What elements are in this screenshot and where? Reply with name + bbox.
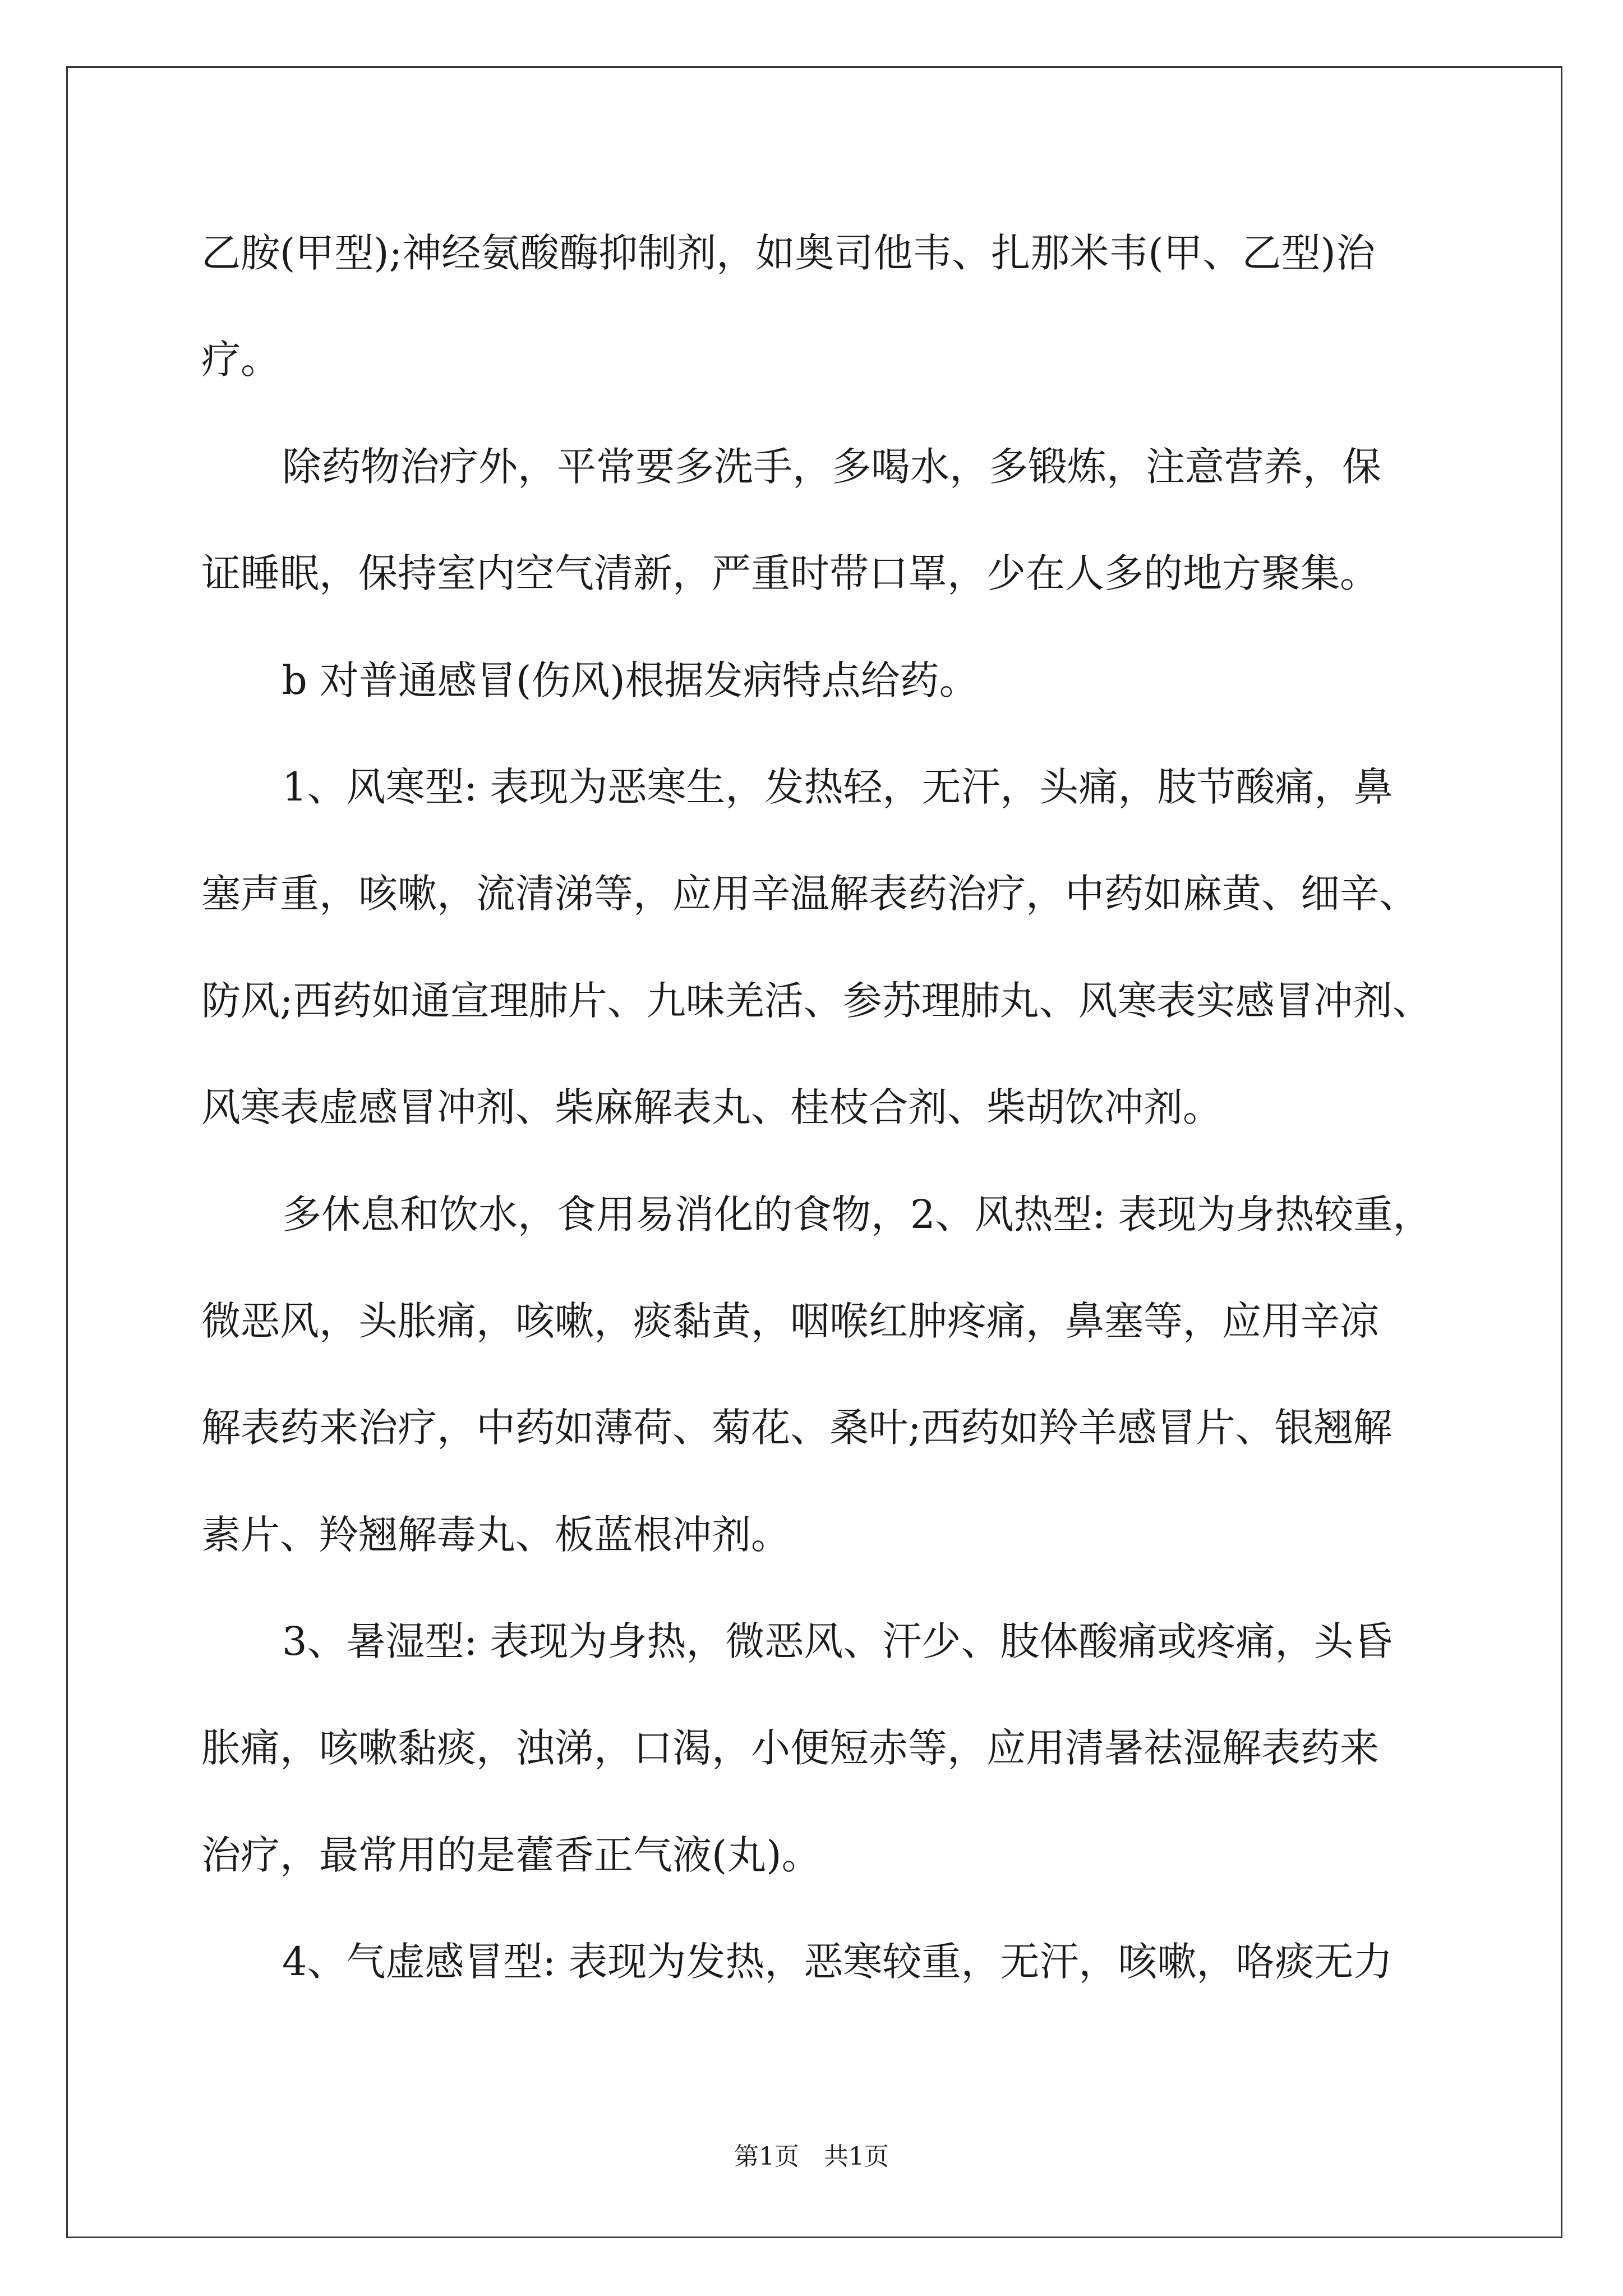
text-line: 1、风寒型: 表现为恶寒生，发热轻，无汗，头痛，肢节酸痛，鼻 — [282, 763, 1393, 810]
text-line: 解表药来治疗，中药如薄荷、菊花、桑叶;西药如羚羊感冒片、银翘解 — [201, 1405, 1393, 1451]
text-line: 除药物治疗外，平常要多洗手，多喝水，多锻炼，注意营养，保 — [282, 443, 1381, 490]
text-line: 疗。 — [201, 337, 280, 383]
text-line: b 对普通感冒(伤风)根据发病特点给药。 — [282, 657, 979, 703]
page-number-footer: 第1页 共1页 — [734, 2142, 889, 2171]
text-line: 乙胺(甲型);神经氨酸酶抑制剂，如奥司他韦、扎那米韦(甲、乙型)治 — [201, 230, 1375, 276]
text-line: 多休息和饮水，食用易消化的食物，2、风热型: 表现为身热较重， — [282, 1191, 1432, 1237]
text-line: 素片、羚翘解毒丸、板蓝根冲剂。 — [201, 1511, 790, 1558]
text-line: 微恶风，头胀痛，咳嗽，痰黏黄，咽喉红肿疼痛，鼻塞等，应用辛凉 — [201, 1297, 1379, 1344]
text-line: 胀痛，咳嗽黏痰，浊涕，口渴，小便短赤等，应用清暑祛湿解表药来 — [201, 1725, 1379, 1772]
text-line: 3、暑湿型: 表现为身热，微恶风、汗少、肢体酸痛或疼痛，头昏 — [282, 1618, 1393, 1665]
text-line: 风寒表虚感冒冲剂、柴麻解表丸、桂枝合剂、柴胡饮冲剂。 — [201, 1084, 1222, 1131]
text-line: 治疗，最常用的是藿香正气液(丸)。 — [201, 1832, 821, 1878]
text-line: 证睡眠，保持室内空气清新，严重时带口罩，少在人多的地方聚集。 — [201, 550, 1379, 597]
text-line: 塞声重，咳嗽，流清涕等，应用辛温解表药治疗，中药如麻黄、细辛、 — [201, 871, 1418, 917]
body-text — [201, 200, 1491, 2016]
text-line: 防风;西药如通宣理肺片、九味羌活、参苏理肺丸、风寒表实感冒冲剂、 — [201, 977, 1432, 1024]
text-line: 4、气虚感冒型: 表现为发热，恶寒较重，无汗，咳嗽，咯痰无力 — [282, 1939, 1393, 1985]
